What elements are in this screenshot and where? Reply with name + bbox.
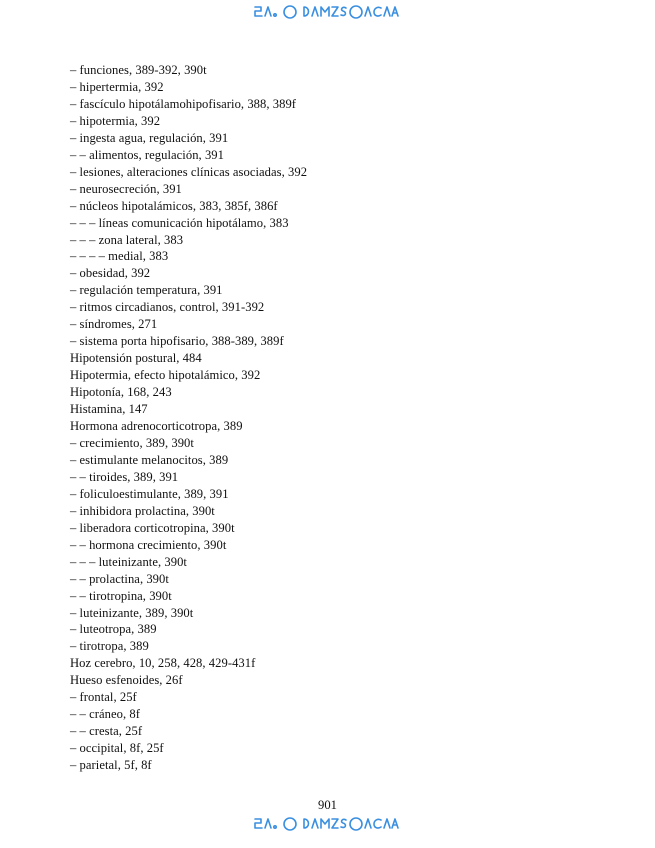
index-entry: – sistema porta hipofisario, 388-389, 389f	[70, 334, 284, 349]
index-entry: – – – líneas comunicación hipotálamo, 383	[70, 215, 289, 230]
index-entry: – – – luteinizante, 390t	[70, 554, 187, 569]
index-entry: – – cráneo, 8f	[70, 707, 140, 722]
index-entry: Hoz cerebro, 10, 258, 428, 429-431f	[70, 656, 256, 671]
watermark-logo	[253, 815, 403, 833]
index-entry: – – – – medial, 383	[70, 249, 169, 264]
index-entry: – frontal, 25f	[70, 690, 137, 705]
index-list	[70, 62, 307, 774]
index-entry: – – alimentos, regulación, 391	[70, 147, 224, 162]
index-entry: – regulación temperatura, 391	[70, 283, 223, 298]
index-entry: Hipotensión postural, 484	[70, 351, 202, 366]
index-entry: – luteotropa, 389	[70, 622, 157, 637]
index-entry: – síndromes, 271	[70, 317, 158, 332]
index-entry: – fascículo hipotálamohipofisario, 388, 389f	[70, 96, 297, 111]
index-entry: – – hormona crecimiento, 390t	[70, 537, 227, 552]
index-entry: – crecimiento, 389, 390t	[70, 435, 194, 450]
index-entry: – funciones, 389-392, 390t	[70, 63, 207, 77]
index-entry: – – tirotropina, 390t	[70, 588, 172, 603]
index-entry: – inhibidora prolactina, 390t	[70, 503, 215, 518]
index-entry: – lesiones, alteraciones clínicas asociadas, 392	[70, 164, 308, 179]
index-entry: Hipotermia, efecto hipotalámico, 392	[70, 368, 261, 383]
index-entry: – neurosecreción, 391	[70, 181, 182, 196]
index-entry: – – – zona lateral, 383	[70, 232, 184, 247]
index-entry: – ritmos circadianos, control, 391-392	[70, 300, 265, 315]
index-entry: Hormona adrenocorticotropa, 389	[70, 419, 243, 434]
index-entry: – occipital, 8f, 25f	[70, 741, 164, 756]
index-entry: – – prolactina, 390t	[70, 571, 169, 586]
index-entry: – hipertermia, 392	[70, 79, 164, 94]
index-entry: – núcleos hipotalámicos, 383, 385f, 386f	[70, 198, 278, 213]
index-entry: – tirotropa, 389	[70, 639, 149, 654]
index-entry: – liberadora corticotropina, 390t	[70, 520, 235, 535]
watermark-logo	[253, 3, 403, 21]
watermark-bottom	[0, 812, 655, 836]
index-entry: – parietal, 5f, 8f	[70, 758, 152, 773]
index-entry: – luteinizante, 389, 390t	[70, 605, 194, 620]
index-entry: – estimulante melanocitos, 389	[70, 452, 229, 467]
index-entry: Hipotonía, 168, 243	[70, 385, 172, 400]
index-entry: – – cresta, 25f	[70, 724, 143, 739]
index-entry: – foliculoestimulante, 389, 391	[70, 486, 229, 501]
index-entry: – obesidad, 392	[70, 266, 151, 281]
index-entry: Histamina, 147	[70, 402, 148, 417]
page-number: 901	[318, 798, 337, 812]
index-entry: – hipotermia, 392	[70, 113, 161, 128]
index-entry: – ingesta agua, regulación, 391	[70, 130, 229, 145]
watermark-top	[0, 0, 655, 24]
index-entry: Hueso esfenoides, 26f	[70, 673, 183, 688]
index-entry: – – tiroides, 389, 391	[70, 469, 179, 484]
